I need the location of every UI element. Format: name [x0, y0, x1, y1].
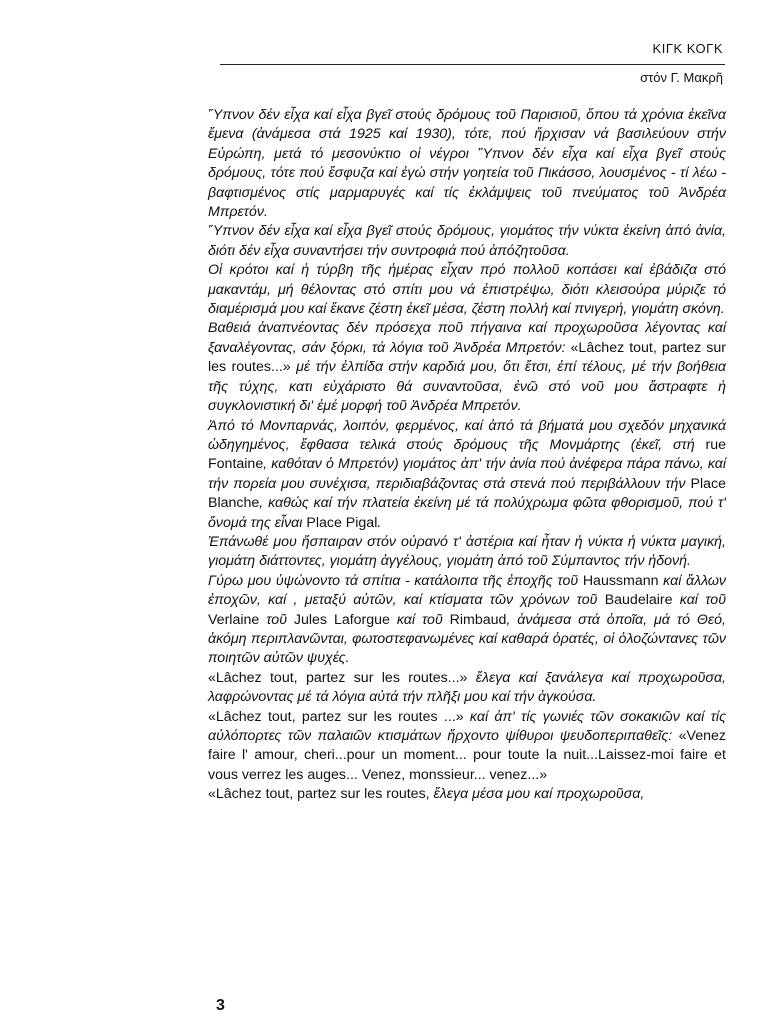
paragraph [208, 785, 726, 804]
french-text-run: Place Pigal [306, 514, 378, 531]
greek-text-run: καί τοῦ [672, 592, 726, 609]
greek-text-run: , ἀνάμεσα στά ὁποῖα, μά τό Θεό, ἀκόμη περιπλανῶνται, φωτοστεφανωμένες καί καθαρά ὁρατές, οἱ ὁλοζώντανες τῶν ποιητῶν αὐτῶν ψυχές. [208, 611, 726, 667]
greek-text-run: καί ἀπ' τίς γωνιές τῶν σοκακιῶν καί τίς αὐλόπορτες τῶν παλαιῶν κτισμάτων ἤρχοντο ψίθυροι ψευδοπεριπαθεῖς: [208, 708, 726, 744]
greek-text-run: Ὕπνον δέν εἶχα καί εἶχα βγεῖ στούς δρόμους, γιομάτος τήν νύκτα ἐκείνη ἀπό ἀνία, διότι δέν εἶχα συναντήσει τήν συντροφιά πού ἀπόζητοῦσα. [208, 223, 726, 259]
paragraph [208, 572, 726, 669]
paragraph [208, 319, 726, 416]
french-text-run: «Lâchez tout, partez sur les routes...» [208, 669, 468, 686]
french-text-run: «Lâchez tout, partez sur les routes ...» [208, 708, 464, 725]
greek-text-run: καί τοῦ [389, 611, 450, 628]
greek-text-run: Οἱ κρότοι καί ἡ τύρβη τῆς ἡμέρας εἶχαν πρό πολλοῦ κοπάσει καί ἐβάδιζα στό μακαντάμ, μή θέλοντας στό σπίτι μου νά ἐπιστρέψω, διότι κλεισούρα μύριζε τό διαμέρισμά μου καί ἔκανε ζέστη ἐκεῖ μέσα, ζέστη πολλή καί πνιγερή, γιομάτη σκόνη. [208, 262, 726, 318]
french-text-run: Jules Laforgue [293, 611, 390, 628]
greek-text-run: ἔλεγα μέσα μου καί προχωροῦσα, [429, 786, 645, 803]
greek-text-run: τοῦ [259, 611, 294, 628]
paragraph [208, 533, 726, 572]
paragraph [208, 708, 726, 786]
page-number: 3 [216, 997, 225, 1014]
french-text-run: «Lâchez tout, partez sur les routes...» [208, 339, 726, 376]
paragraph [208, 261, 726, 319]
french-text-run: Place Blanche [208, 475, 726, 512]
greek-text-run: Ἐπάνωθέ μου ἤσπαιραν στόν οὐρανό τ' ἀστέρια καί ἦταν ἡ νύκτα ἡ νύκτα μαγική, γιομάτη διάττοντες, γιομάτη ἀγγέλους, γιομάτη ἀπό τοῦ Σύμπαντος τήν ἡδονή. [208, 533, 726, 570]
greek-text-run: . [377, 514, 382, 531]
greek-text-run: Ὕπνον δέν εἶχα καί εἶχα βγεῖ στούς δρόμους τοῦ Παρισιοῦ, ὅπου τά χρόνια ἐκεῖνα ἔμενα (ἀνάμεσα στά 1925 καί 1930), τότε, πού ἤρχισαν νά βασιλεύουν στήν Εὐρώπη, μετά τό μεσονύκτιο οἱ νέγροι Ὕπνον δέν εἶχα καί εἶχα βγεῖ στούς δρόμους, τότε πού ἔσφυζα καί ἐγώ στήν γοητεία τοῦ Πικάσσο, λουσμένος - τί λέω - βαφτισμένος στίς μαρμαρυγές καί τίς ἐκλάμψεις τοῦ πνεύματος τοῦ Ἀνδρέα Μπρετόν. [208, 107, 726, 221]
greek-text-run: καί ἄλλων ἐποχῶν, καί , μεταξύ αὐτῶν, καί κτίσματα τῶν χρόνων τοῦ [208, 572, 726, 609]
french-text-run: «Venez faire l' amour, cheri...pour un moment... pour toute la nuit...Laissez-moi faire et vous verrez les auges... Venez, monssieur... venez...» [208, 728, 726, 783]
french-text-run: rue Fontaine [208, 436, 726, 473]
paragraph [208, 669, 726, 708]
paragraph [208, 222, 726, 261]
greek-text-run: , καθόταν ὁ Μπρετόν) γιομάτος ἀπ' τήν ἀνία πού ἀνέφερα πάρα πάνω, καί τήν πορεία μου συνέχισα, περιδιαβάζοντας στά στενά πού περιβάλλουν τήν [208, 456, 726, 492]
french-text-run: Baudelaire [604, 592, 673, 609]
french-text-run: Rimbaud [449, 611, 507, 628]
greek-text-run: Βαθειά ἀναπνέοντας δέν πρόσεχα ποῦ πήγαινα καί προχωροῦσα λέγοντας καί ξαναλέγοντας, σάν ξόρκι, τά λόγια τοῦ Ἀνδρέα Μπρετόν: [208, 320, 726, 356]
paragraph [208, 417, 726, 533]
french-text-run: Haussmann [582, 572, 659, 589]
greek-text-run: Γύρω μου ὑψώνοντο τά σπίτια - κατάλοιπα τῆς ἐποχῆς τοῦ [208, 572, 583, 589]
greek-text-run: μέ τήν ἐλπίδα στήν καρδιά μου, ὅτι ἔτσι, ἐπί τέλους, μέ τήν βοήθεια τῆς τύχης, κατι εὐχάριστο θά συναντοῦσα, ἐνῶ στό νοῦ μου ἄστραφτε ἡ συγκλονιστική δι' ἐμέ μορφή τοῦ Ἀνδρέα Μπρετόν. [208, 359, 726, 415]
paragraph [208, 106, 726, 222]
french-text-run: «Lâchez tout, partez sur les routes, [208, 786, 430, 803]
header-rule [220, 64, 725, 65]
dedication: στόν Γ. Μακρῆ [640, 70, 723, 85]
running-head-title: ΚΙΓΚ ΚΟΓΚ [652, 41, 723, 56]
body-text [208, 106, 726, 805]
greek-text-run: , καθώς καί τήν πλατεία ἐκείνη μέ τά πολύχρωμα φῶτα φθορισμοῦ, πού τ' ὄνομά της εἶναι [208, 495, 726, 531]
greek-text-run: ἔλεγα καί ξανάλεγα καί προχωροῦσα, λαφρώνοντας μέ τά λόγια αὐτά τήν πλῆξι μου καί τήν ἀγκούσα. [208, 669, 726, 706]
greek-text-run: Ἀπό τό Μονπαρνάς, λοιπόν, φερμένος, καί ἀπό τά βήματά μου σχεδόν μηχανικά ὡδηγημένος, ἔφθασα τελικά στούς δρόμους τῆς Μονμάρτης (ἐκεῖ, στή [208, 417, 726, 453]
french-text-run: Verlaine [208, 611, 260, 628]
